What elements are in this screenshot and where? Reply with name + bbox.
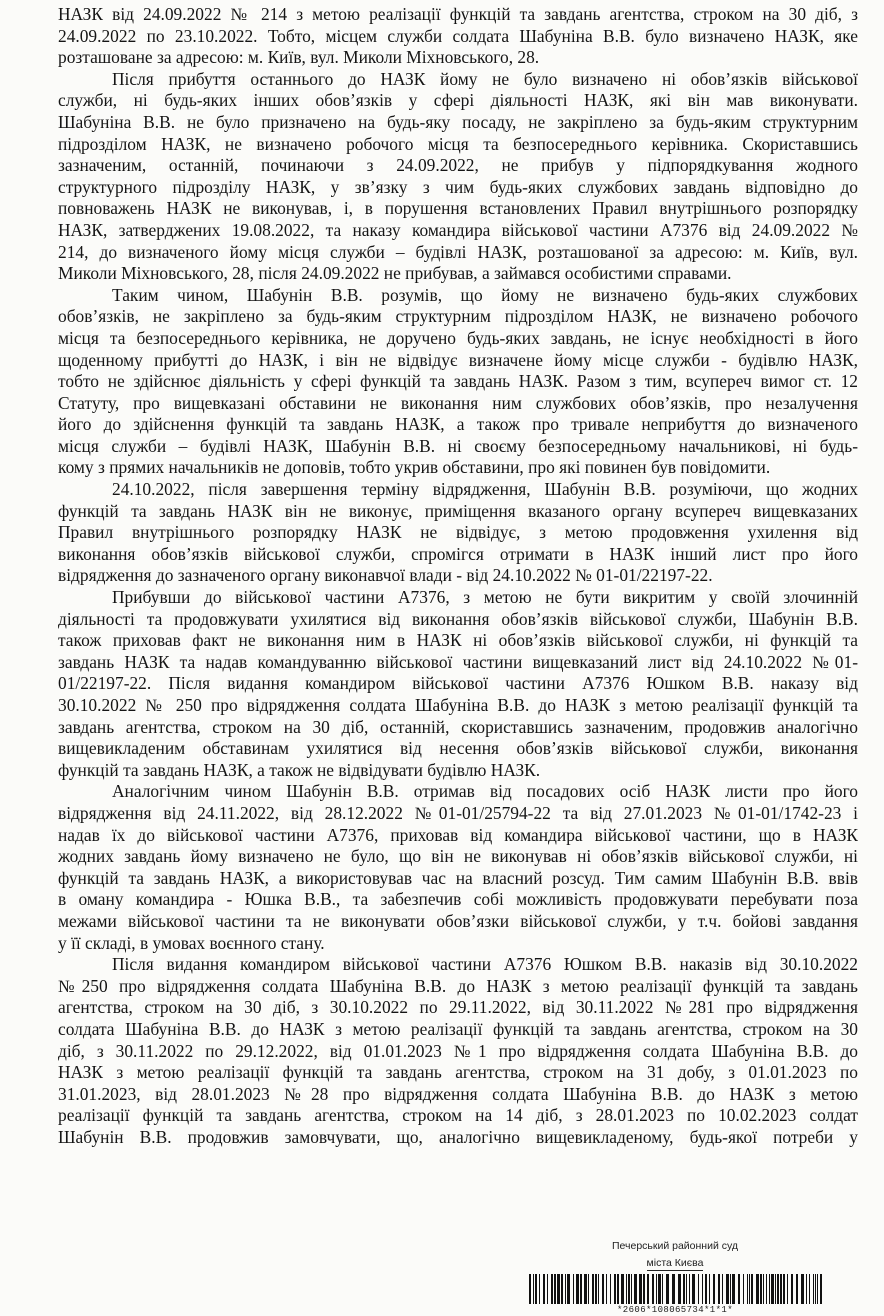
- barcode-bar: [543, 1274, 545, 1304]
- barcode-bar: [686, 1274, 687, 1304]
- barcode-bar: [573, 1274, 574, 1304]
- barcode-bar: [567, 1274, 570, 1304]
- barcode-bar: [730, 1274, 731, 1304]
- barcode-bar: [614, 1274, 616, 1304]
- text-line: кому з прямих начальників не доповів, тобто укрив обставини, про які повинен був повідомити.: [58, 457, 771, 478]
- text-line: тобто не здійснює діяльність у сфері функцій та завдань НАЗК. Разом з тим, всупереч вимог ст. 12: [58, 371, 858, 392]
- barcode-bar: [763, 1274, 764, 1304]
- text-line: діяльності та продовжувати ухилятися від виконання обов’язків військової служби, Шабунін В.В.: [58, 608, 858, 629]
- text-line: реалізації функцій та завдань агентства, строком на 14 діб, з 28.01.2023 по 10.02.2023 солдат: [58, 1105, 858, 1126]
- barcode-bar: [610, 1274, 611, 1304]
- text-line: розташоване за адресою: м. Київ, вул. Миколи Міхновського, 28.: [58, 47, 540, 68]
- text-line: Правил внутрішнього розпорядку НАЗК не відвідує, з метою продовження ухилення від: [58, 522, 858, 543]
- text-line: Таким чином, Шабунін В.В. розумів, що йому не визначено будь-яких службових: [112, 284, 858, 305]
- text-line: відрядження до зазначеного органу виконавчої влади - від 24.10.2022 № 01-01/22197-22.: [58, 565, 713, 586]
- text-line: місця та безпосереднього керівника, не доручено будь-яких завдань, не існує необхідності в його: [58, 327, 858, 348]
- barcode-bar: [539, 1274, 540, 1304]
- barcode-number: *2606*108065734*1*1*: [616, 1305, 734, 1315]
- barcode-bar: [749, 1274, 750, 1304]
- text-line: повноважень НАЗК не виконував, і, в порушення встановлених Правил внутрішнього розпорядку: [58, 198, 858, 219]
- barcode-bar: [606, 1274, 607, 1304]
- text-line: 24.10.2022, після завершення терміну відрядження, Шабунін В.В. розуміючи, що жодних: [112, 479, 858, 500]
- barcode-bar: [672, 1274, 675, 1304]
- text-line: 31.01.2023, від 28.01.2023 №28 про відрядження солдата Шабуніна В.В. до НАЗК з метою: [58, 1083, 858, 1104]
- text-line: Аналогічним чином Шабунін В.В. отримав від посадових осіб НАЗК листи про його: [112, 781, 858, 802]
- court-name: Печерський районний суд: [611, 1240, 739, 1252]
- barcode-bar: [588, 1274, 589, 1304]
- text-line: Миколи Міхновського, 28, після 24.09.2022 не прибував, а займався особистими справами.: [58, 263, 732, 284]
- text-line: жодних завдань йому визначено не було, що він не виконував ні обов’язків військової служби, ні: [58, 846, 858, 867]
- barcode-bar: [617, 1274, 619, 1304]
- text-line: Шабунін В.В. продовжив замовчувати, що, аналогічно вищевикладеному, будь-якої потреби у: [58, 1126, 858, 1147]
- barcode-bar: [683, 1274, 685, 1304]
- barcode-bar: [580, 1274, 582, 1304]
- text-line: Після видання командиром військової частини А7376 Юшком В.В. наказів від 30.10.2022: [112, 954, 858, 975]
- barcode-bar: [769, 1274, 770, 1304]
- text-line: Статуту, про вищевказані обставини не виконання ним службових обов’язків, про незалучення: [58, 392, 858, 413]
- court-city: міста Києва: [646, 1257, 704, 1269]
- barcode-bar: [656, 1274, 657, 1304]
- barcode-bar: [698, 1274, 699, 1304]
- text-line: його до здійснення функцій та завдань НАЗК, а також про тривале неприбуття до визначеного: [58, 414, 858, 435]
- barcode-bar: [718, 1274, 720, 1304]
- barcode-bar: [652, 1274, 654, 1304]
- barcode-bar: [551, 1274, 553, 1304]
- barcode-bar: [561, 1274, 563, 1304]
- barcode-bar: [787, 1274, 788, 1304]
- text-line: обов’язків, не закріплено за будь-яким структурним підрозділом НАЗК, не визначено робочого: [58, 306, 858, 327]
- barcode-bar: [658, 1274, 661, 1304]
- barcode-bar: [813, 1274, 814, 1304]
- barcode-bar: [780, 1274, 782, 1304]
- text-line: діб, з 30.11.2022 по 29.12.2022, від 01.01.2023 №1 про відрядження солдата Шабуніна В.В. до: [58, 1040, 858, 1061]
- barcode-bar: [771, 1274, 774, 1304]
- text-line: 01/22197-22. Після видання командиром військової частини А7376 Юшком В.В. наказу від: [58, 673, 858, 694]
- text-line: зазначеним, останній, починаючи з 24.09.2022, не прибув у підпорядкування жодного: [58, 155, 858, 176]
- barcode-bar: [747, 1274, 748, 1304]
- text-line: функцій та завдань НАЗК, а використовував час на власний розсуд. Тим самим Шабунін В.В. ввів: [58, 867, 858, 888]
- text-line: 214, до визначеного йому місця служби – будівлі НАЗК, розташованої за адресою: м. Київ, вул.: [58, 241, 858, 262]
- barcode-bar: [592, 1274, 594, 1304]
- barcode-bar: [820, 1274, 822, 1304]
- text-line: виконання обов’язків військової служби, спромігся отримати в НАЗК інший лист про його: [58, 543, 858, 564]
- text-line: вищевикладеним обставинам ухилятися від несення обов’язків військової служби, виконання: [58, 738, 858, 759]
- text-line: Шабуніна В.В. не було призначено на будь-яку посаду, не закріплено за будь-яким структурним: [58, 111, 858, 132]
- barcode: [525, 1274, 825, 1304]
- barcode-bar: [815, 1274, 816, 1304]
- barcode-bar: [634, 1274, 637, 1304]
- text-line: №250 про відрядження солдата Шабуніна В.В. до НАЗК з метою реалізації функцій та завдань: [58, 975, 858, 996]
- text-line: завдань агентства, строком на 30 діб, останній, скориставшись зазначеним, продовжив аналогічно: [58, 716, 858, 737]
- text-line: Прибувши до військової частини А7376, з метою не бути викритим у своїй злочинній: [112, 587, 858, 608]
- text-line: НАЗК з метою реалізації функцій та завдань агентства, строком на 31 добу, з 01.01.2023 по: [58, 1062, 858, 1083]
- text-line: у її складі, в умовах воєнного стану.: [58, 932, 325, 953]
- text-line: функцій та завдань НАЗК, а також не відвідувати будівлю НАЗК.: [58, 759, 541, 780]
- barcode-bar: [743, 1274, 744, 1304]
- barcode-bar: [547, 1274, 548, 1304]
- barcode-bar: [631, 1274, 632, 1304]
- text-line: Після прибуття останнього до НАЗК йому не було визначено ні обов’язків військової: [112, 68, 858, 89]
- barcode-bar: [777, 1274, 779, 1304]
- barcode-bar: [796, 1274, 798, 1304]
- barcode-bar: [643, 1274, 645, 1304]
- barcode-bar: [713, 1274, 715, 1304]
- barcode-bar: [529, 1274, 531, 1304]
- document-body: [58, 4, 858, 1148]
- text-line: завдань НАЗК та надав командуванню військової частини вищевказаний лист від 24.10.2022 №01-: [58, 651, 858, 672]
- barcode-bar: [584, 1274, 587, 1304]
- barcode-bar: [535, 1274, 537, 1304]
- barcode-bar: [689, 1274, 690, 1304]
- text-line: структурного підрозділу НАЗК, у зв’язку з чим будь-яких службових завдань відповідно до: [58, 176, 858, 197]
- barcode-bar: [533, 1274, 534, 1304]
- barcode-bar: [806, 1274, 807, 1304]
- text-line: відрядження від 24.11.2022, від 28.12.2022 №01-01/25794-22 та від 27.01.2023 №01-01/1742-23 і: [58, 802, 858, 823]
- text-line: також приховав факт не виконання ним в НАЗК ні обов’язків військової служби, ні функцій та: [58, 630, 858, 651]
- barcode-bar: [732, 1274, 735, 1304]
- barcode-bar: [626, 1274, 627, 1304]
- text-line: НАЗК від 24.09.2022 № 214 з метою реалізації функцій та завдань агентства, строком на 30 діб, з: [58, 4, 858, 24]
- barcode-bar: [602, 1274, 604, 1304]
- barcode-bar: [760, 1274, 762, 1304]
- barcode-bar: [809, 1274, 810, 1304]
- text-line: підрозділом НАЗК, не визначено робочого місця та безпосереднього керівника. Скориставшись: [58, 133, 858, 154]
- barcode-bar: [576, 1274, 579, 1304]
- court-stamp: [520, 1240, 830, 1315]
- barcode-bar: [766, 1274, 767, 1304]
- text-line: межами військової частини та не виконувати обов’язки військової служби, у т.ч. бойові завдання: [58, 910, 858, 931]
- text-line: щоденному прибутті до НАЗК, і він не відвідує визначене йому місце служби - будівлю НАЗК,: [58, 349, 858, 370]
- barcode-bar: [639, 1274, 642, 1304]
- text-line: НАЗК, затверджених 19.08.2022, та наказу командира військової частини А7376 від 24.09.2022 №: [58, 219, 858, 240]
- text-line: місця служби – будівлі НАЗК, Шабунін В.В. ні своєму безпосередньому начальникові, ні будь-: [58, 435, 858, 456]
- barcode-bar: [557, 1274, 560, 1304]
- barcode-bar: [554, 1274, 556, 1304]
- barcode-bar: [751, 1274, 753, 1304]
- barcode-bar: [705, 1274, 707, 1304]
- barcode-bar: [722, 1274, 723, 1304]
- barcode-bar: [775, 1274, 776, 1304]
- text-line: 24.09.2022 по 23.10.2022. Тобто, місцем служби солдата Шабуніна В.В. було визначено НАЗК, яке: [58, 25, 858, 46]
- barcode-bar: [801, 1274, 804, 1304]
- barcode-bar: [738, 1274, 740, 1304]
- barcode-bar: [628, 1274, 630, 1304]
- barcode-bar: [709, 1274, 710, 1304]
- barcode-bar: [791, 1274, 793, 1304]
- barcode-bar: [817, 1274, 818, 1304]
- text-line: надав їх до військової частини А7376, приховав від командира військової частини, що в НАЗК: [58, 824, 858, 845]
- text-line: служби, ні будь-яких інших обов’язків у сфері діяльності НАЗК, які він мав виконувати.: [58, 90, 858, 111]
- barcode-bar: [598, 1274, 599, 1304]
- barcode-bar: [702, 1274, 703, 1304]
- barcode-bar: [647, 1274, 649, 1304]
- text-line: солдата Шабуніна В.В. до НАЗК з метою реалізації функцій та завдань агентства, строком на 30: [58, 1018, 858, 1039]
- barcode-bar: [595, 1274, 597, 1304]
- barcode-bar: [662, 1274, 663, 1304]
- text-line: функцій та завдань НАЗК він не виконує, приміщення вказаного органу всупереч вищевказаних: [58, 500, 858, 521]
- barcode-bar: [565, 1274, 566, 1304]
- barcode-bar: [678, 1274, 681, 1304]
- barcode-bar: [621, 1274, 624, 1304]
- text-line: агентства, строком на 30 діб, з 30.10.2022 по 29.11.2022, від 30.11.2022 №281 про відрядження: [58, 997, 858, 1018]
- barcode-bar: [666, 1274, 669, 1304]
- barcode-bar: [692, 1274, 695, 1304]
- text-line: в оману командира - Юшка В.В., та забезпечив собі можливість продовжувати перебувати поза: [58, 889, 858, 910]
- barcode-bar: [756, 1274, 759, 1304]
- barcode-bar: [783, 1274, 785, 1304]
- barcode-bar: [726, 1274, 729, 1304]
- text-line: 30.10.2022 № 250 про відрядження солдата Шабуніна В.В. до НАЗК з метою реалізації функцій та: [58, 695, 858, 715]
